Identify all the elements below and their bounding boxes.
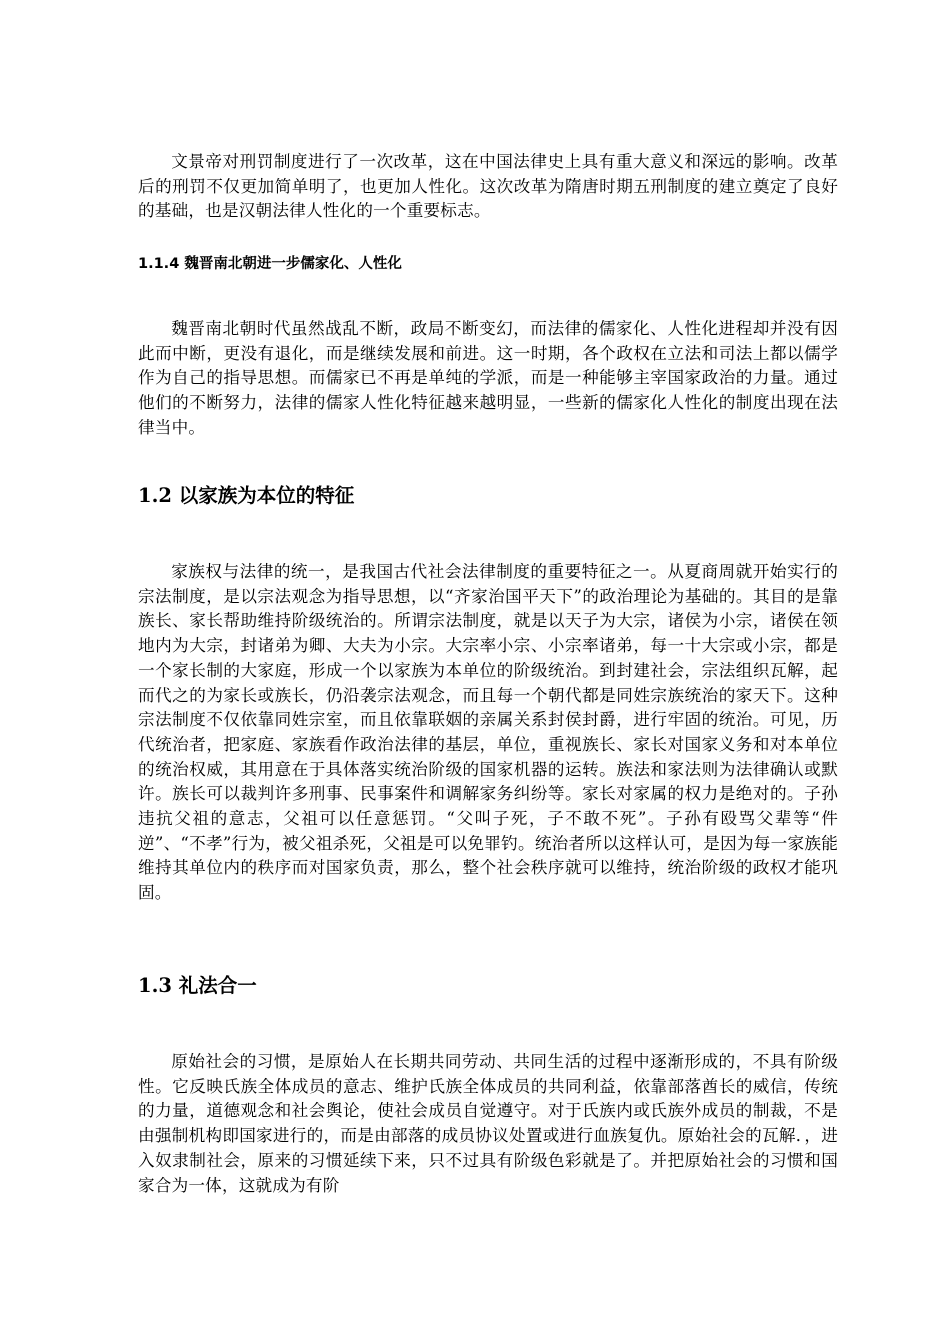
paragraph-wenjingdi-reform: 文景帝对刑罚制度进行了一次改革，这在中国法律史上具有重大意义和深远的影响。改革后的刑罚不仅更加简单明了，也更加人性化。这次改革为隋唐时期五刑制度的建立奠定了良好的基础，也是汉朝法律人性化的一个重要标志。 <box>138 152 838 221</box>
section-heading-1-1-4: 1.1.4 魏晋南北朝进一步儒家化、人性化 <box>138 256 402 272</box>
paragraph-primitive-custom: 原始社会的习惯，是原始人在长期共同劳动、共同生活的过程中逐渐形成的，不具有阶级性。它反映氏族全体成员的意志、维护氏族全体成员的共同利益，依靠部落酋长的威信，传统的力量，道德观念和社会舆论，使社会成员自觉遵守。对于氏族内或氏族外成员的制裁，不是由强制机构即国家进行的，而是由部落的成员协议处置或进行血族复仇。原始社会的瓦解．，进入奴隶制社会，原来的习惯延续下来，只不过具有阶级色彩就是了。并把原始社会的习惯和国家合为一体，这就成为有阶 <box>138 1052 838 1195</box>
paragraph-weijin-nanbeichao: 魏晋南北朝时代虽然战乱不断，政局不断变幻，而法律的儒家化、人性化进程却并没有因此而中断，更没有退化，而是继续发展和前进。这一时期，各个政权在立法和司法上都以儒学作为自己的指导思想。而儒家已不再是单纯的学派，而是一种能够主宰国家政治的力量。通过他们的不断努力，法律的儒家人性化特征越来越明显，一些新的儒家化人性化的制度出现在法律当中。 <box>138 319 838 437</box>
section-heading-1-2: 1.2 以家族为本位的特征 <box>138 484 355 507</box>
section-heading-1-3: 1.3 礼法合一 <box>138 974 257 997</box>
paragraph-family-clan: 家族权与法律的统一，是我国古代社会法律制度的重要特征之一。从夏商周就开始实行的宗法制度，是以宗法观念为指导思想，以“齐家治国平天下”的政治理论为基础的。其目的是靠族长、家长帮助维持阶级统治的。所谓宗法制度，就是以天子为大宗，诸侯为小宗，诸侯在领地内为大宗，封诸弟为卿、大夫为小宗。大宗率小宗、小宗率诸弟，每一十大宗或小宗，都是一个家长制的大家庭，形成一个以家族为本单位的阶级统治。到封建社会，宗法组织瓦解，起而代之的为家长或族长，仍沿袭宗法观念，而且每一个朝代都是同姓宗族统治的家天下。这种宗法制度不仅依靠同姓宗室，而且依靠联姻的亲属关系封侯封爵，进行牢固的统治。可见，历代统治者，把家庭、家族看作政治法律的基层，单位，重视族长、家长对国家义务和对本单位的统治权威，其用意在于具体落实统治阶级的国家机器的运转。族法和家法则为法律确认或默许。族长可以裁判许多刑事、民事案件和调解家务纠纷等。家长对家属的权力是绝对的。子孙违抗父祖的意志，父祖可以任意惩罚。“父叫子死，子不敢不死”。子孙有殴骂父辈等“件逆”、“不孝”行为，被父祖杀死，父祖是可以免罪钓。统治者所以这样认可，是因为每一家族能维持其单位内的秩序而对国家负责，那么，整个社会秩序就可以维持，统治阶级的政权才能巩固。 <box>138 562 838 903</box>
